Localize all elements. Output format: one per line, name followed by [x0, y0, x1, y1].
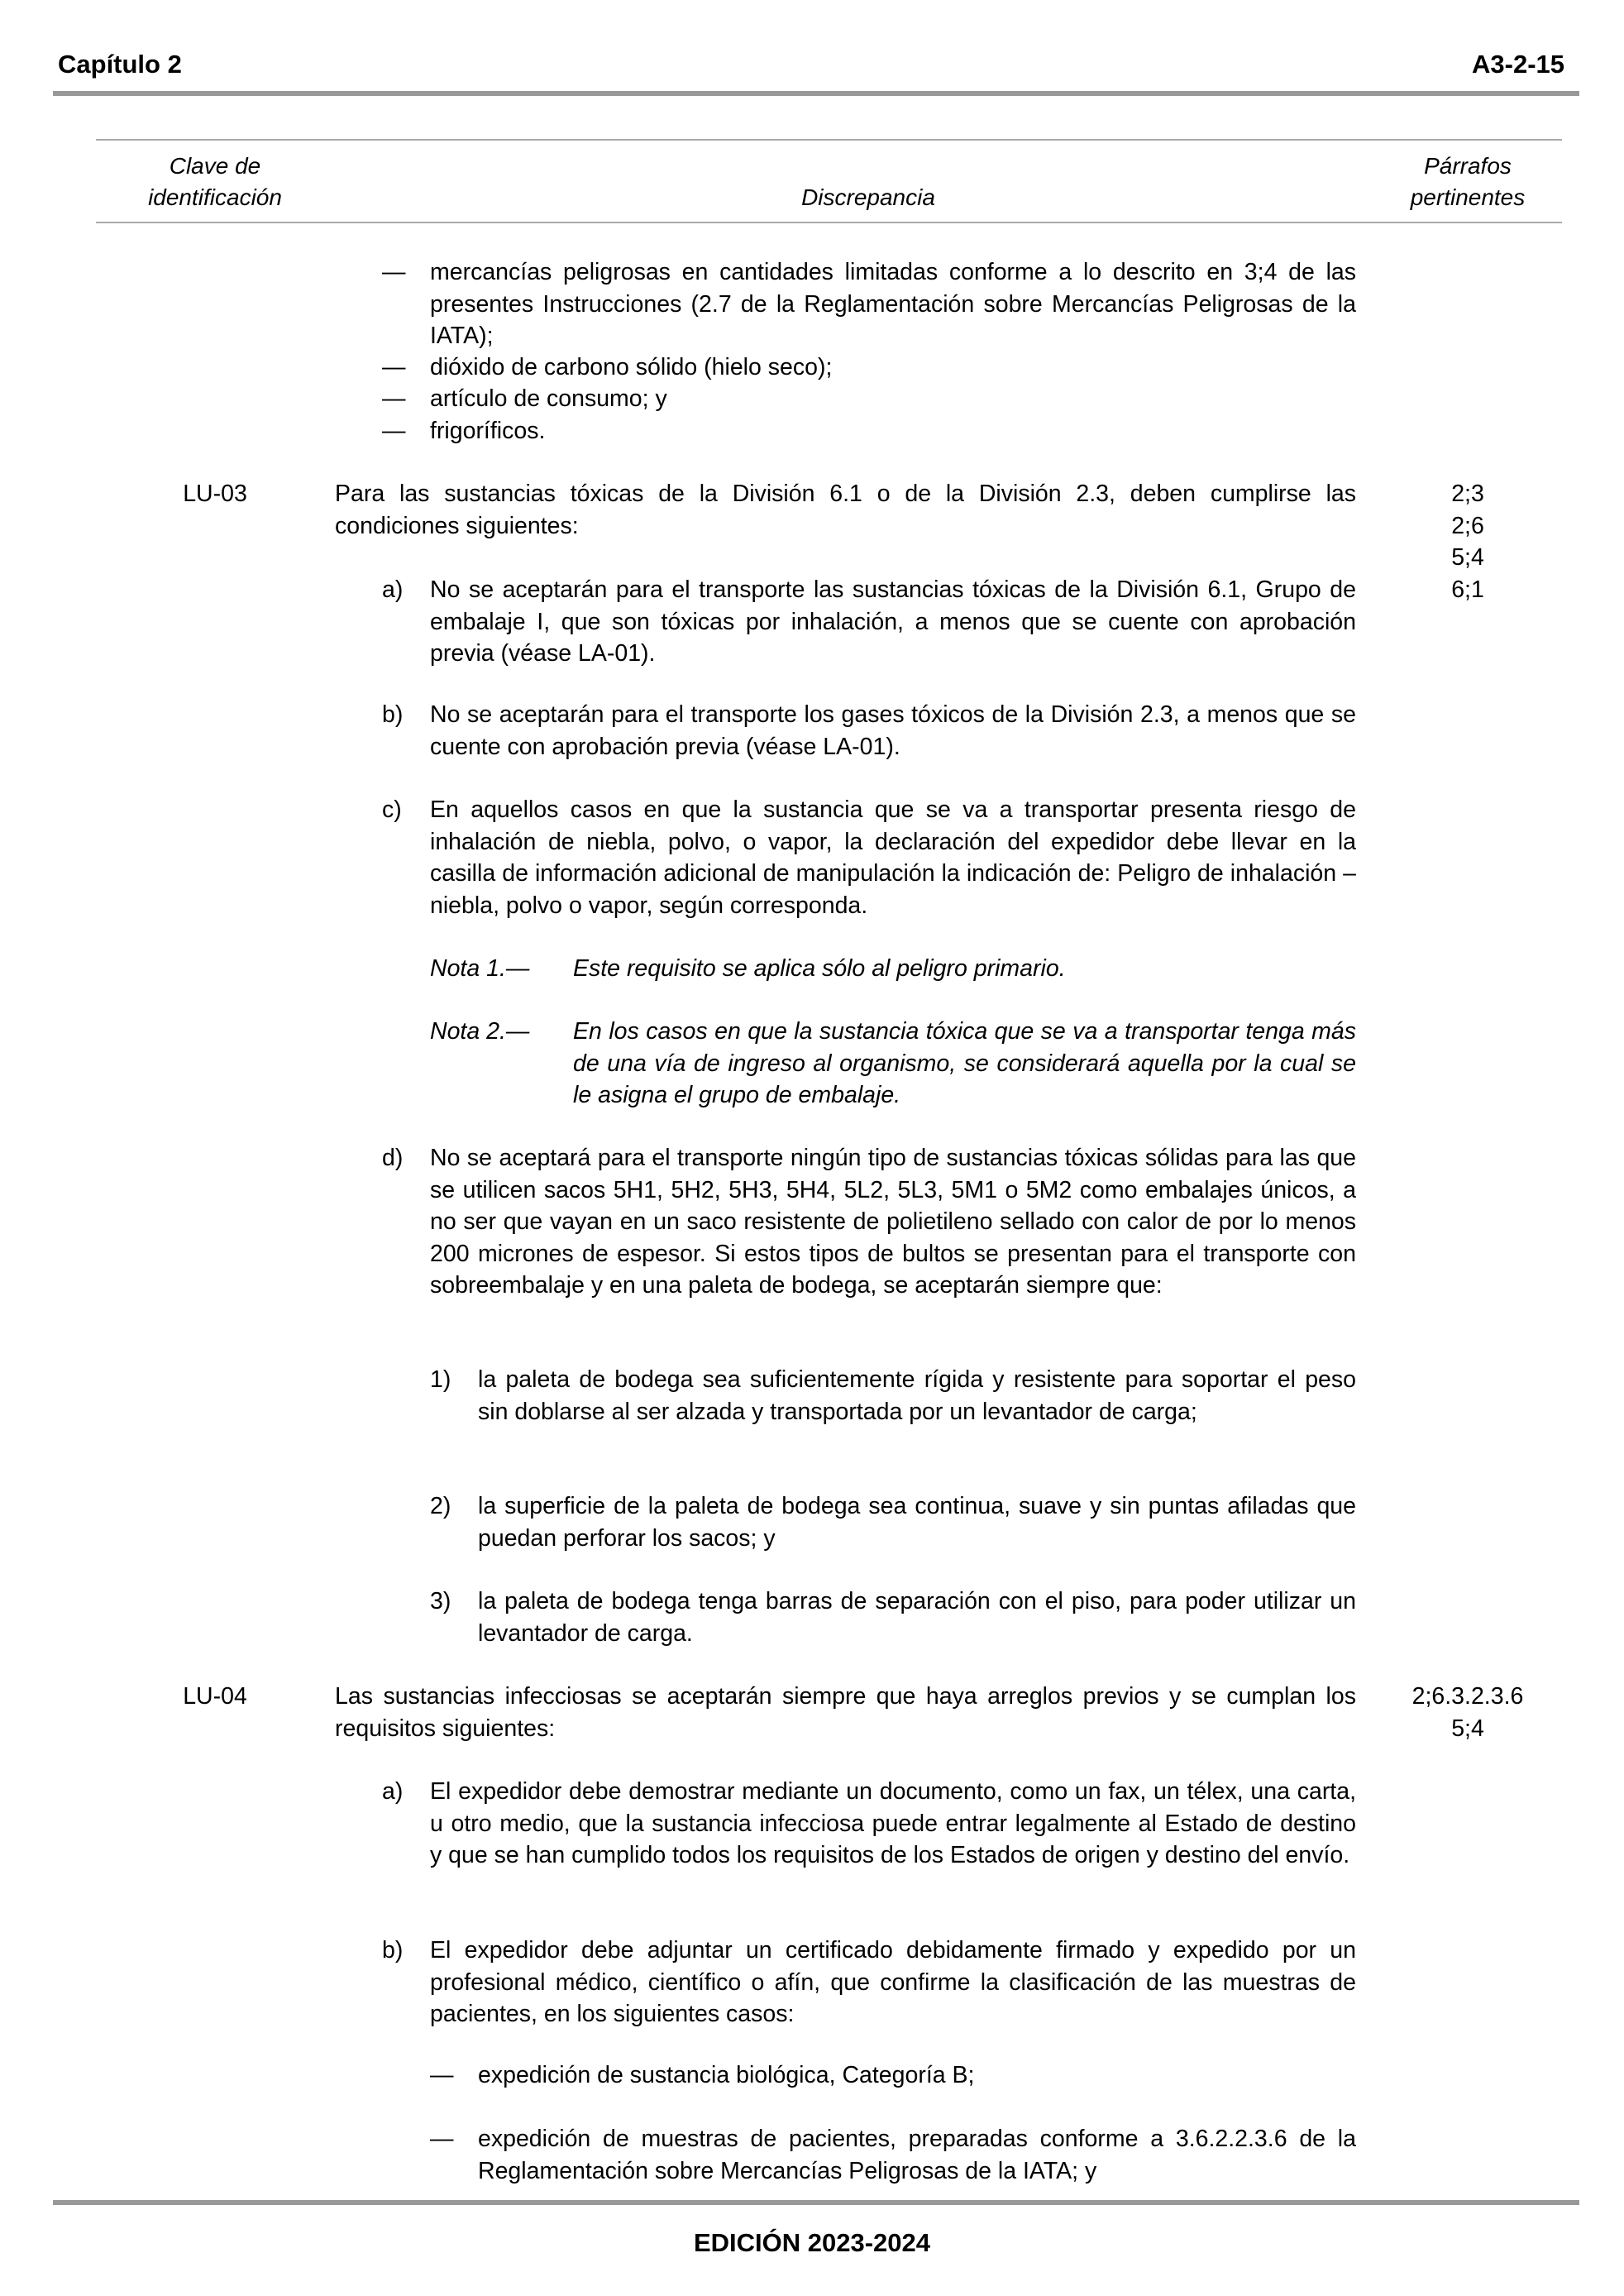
item-marker: b)	[382, 1937, 404, 1964]
page-number: A3-2-15	[1472, 50, 1564, 79]
list-item: mercancías peligrosas en cantidades limitadas conforme a lo descrito en 3;4 de las presentes Instrucciones (2.7 de la Reglamentación sobre Mercancías Peligrosas de la IATA);	[430, 259, 1356, 349]
list-item: dióxido de carbono sólido (hielo seco);	[430, 354, 833, 380]
column-heading-discrepancy: Discrepancia	[801, 184, 935, 210]
item-marker: a)	[382, 1778, 404, 1805]
list-item: El expedidor debe demostrar mediante un documento, como un fax, un télex, una carta, u otro medio, que la sustancia infecciosa puede entrar legalmente al Estado de destino y que se han cumplido todos los requisitos de los Estados de origen y destino del envío.	[430, 1778, 1356, 1868]
list-item: expedición de muestras de pacientes, preparadas conforme a 3.6.2.2.3.6 de la Reglamentación sobre Mercancías Peligrosas de la IATA; y	[478, 2126, 1356, 2184]
dash-marker: —	[382, 385, 406, 412]
entry-intro: Para las sustancias tóxicas de la División 6.1 o de la División 2.3, deben cumplirse las condiciones siguientes:	[335, 481, 1356, 539]
chapter-title: Capítulo 2	[58, 50, 182, 79]
column-heading-key: Clave de identificación	[148, 153, 282, 210]
dash-marker: —	[430, 2126, 454, 2152]
note-text: Este requisito se aplica sólo al peligro primario.	[573, 955, 1066, 982]
column-heading-refs: Párrafos pertinentes	[1410, 153, 1526, 210]
dash-marker: —	[382, 418, 406, 444]
entry-intro: Las sustancias infecciosas se aceptarán siempre que haya arreglos previos y se cumplan los requisitos siguientes:	[335, 1683, 1356, 1742]
item-marker: c)	[382, 796, 402, 823]
list-item: frigoríficos.	[430, 418, 546, 444]
dash-marker: —	[382, 259, 406, 285]
item-marker: b)	[382, 701, 404, 728]
entry-refs: 2;6.3.2.3.6 5;4	[1411, 1683, 1524, 1742]
list-item: la superficie de la paleta de bodega sea continua, suave y sin puntas afiladas que puedan perforar los sacos; y	[478, 1493, 1356, 1552]
note-label: Nota 1.—	[430, 955, 530, 982]
list-item: expedición de sustancia biológica, Categoría B;	[478, 2062, 975, 2088]
list-item: El expedidor debe adjuntar un certificado debidamente firmado y expedido por un profesional médico, científico o afín, que confirme la clasificación de las muestras de pacientes, en los siguientes casos:	[430, 1937, 1356, 2027]
item-marker: a)	[382, 576, 404, 603]
subitem-marker: 3)	[430, 1588, 451, 1614]
entry-key: LU-03	[183, 481, 247, 507]
item-marker: d)	[382, 1145, 404, 1171]
dash-marker: —	[430, 2062, 454, 2088]
entry-key: LU-04	[183, 1683, 247, 1710]
note-label: Nota 2.—	[430, 1018, 530, 1045]
header-rule	[53, 91, 1579, 96]
list-item: la paleta de bodega tenga barras de separación con el piso, para poder utilizar un levantador de carga.	[478, 1588, 1356, 1647]
list-item: No se aceptarán para el transporte los gases tóxicos de la División 2.3, a menos que se cuente con aprobación previa (véase LA-01).	[430, 701, 1356, 760]
list-item: No se aceptará para el transporte ningún tipo de sustancias tóxicas sólidas para las que se utilicen sacos 5H1, 5H2, 5H3, 5H4, 5L2, 5L3, 5M1 o 5M2 como embalajes únicos, a no ser que vayan en un saco resistente de polietileno sellado con calor de por lo menos 200 micrones de espesor. Si estos tipos de bultos se presentan para el transporte con sobreembalaje y en una paleta de bodega, se aceptarán siempre que:	[430, 1145, 1356, 1299]
edition-footer: EDICIÓN 2023-2024	[693, 2228, 931, 2257]
note-text: En los casos en que la sustancia tóxica que se va a transportar tenga más de una vía de ingreso al organismo, se considerará aquella por la cual se le asigna el grupo de embalaje.	[573, 1018, 1356, 1108]
footer-rule	[53, 2200, 1579, 2205]
dash-marker: —	[382, 354, 406, 380]
list-item: artículo de consumo; y	[430, 385, 667, 412]
list-item: la paleta de bodega sea suficientemente rígida y resistente para soportar el peso sin doblarse al ser alzada y transportada por un levantador de carga;	[478, 1366, 1356, 1425]
entry-refs: 2;3 2;6 5;4 6;1	[1451, 481, 1484, 603]
subitem-marker: 2)	[430, 1493, 451, 1519]
list-item: En aquellos casos en que la sustancia que se va a transportar presenta riesgo de inhalación de niebla, polvo, o vapor, la declaración del expedidor debe llevar en la casilla de información adicional de manipulación la indicación de: Peligro de inhalación – niebla, polvo o vapor, según corresponda.	[430, 796, 1356, 919]
list-item: No se aceptarán para el transporte las sustancias tóxicas de la División 6.1, Grupo de embalaje I, que son tóxicas por inhalación, a menos que se cuente con aprobación previa (véase LA-01).	[430, 576, 1356, 667]
subitem-marker: 1)	[430, 1366, 451, 1393]
table-header-rule	[96, 222, 1562, 223]
table-top-rule	[96, 139, 1562, 141]
